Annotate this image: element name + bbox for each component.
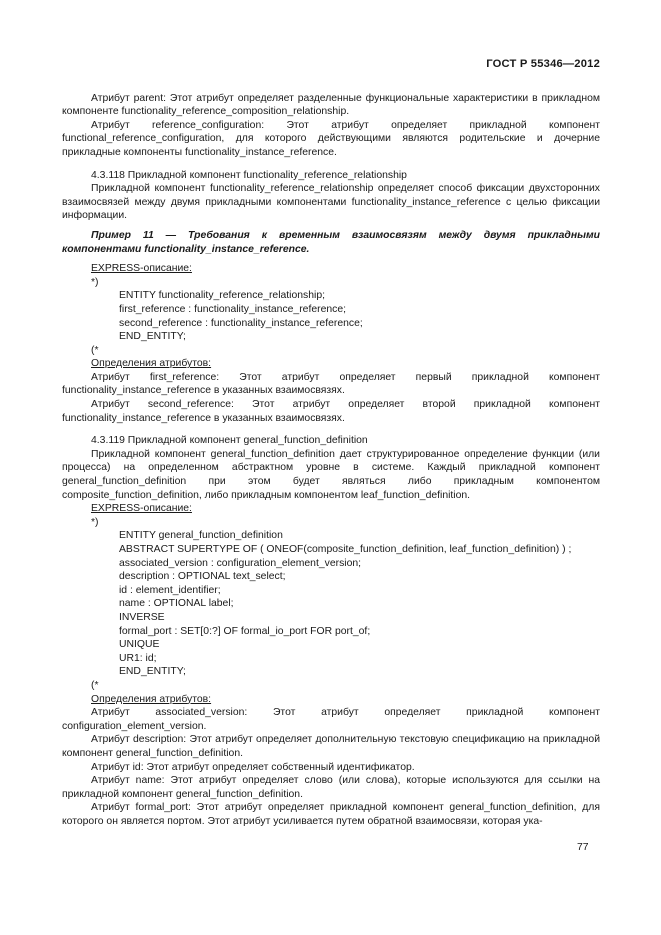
code-line: description : OPTIONAL text_select; [119, 571, 286, 583]
code-line: UR1: id; [119, 652, 157, 664]
code-line: INVERSE [119, 611, 165, 623]
attr-definition: Атрибут id: Этот атрибут определяет собственный идентификатор. [91, 761, 415, 773]
section-118-description: Прикладной компонент functionality_reference_relationship определяет способ фиксации двухсторонних взаимосвязей между двумя прикладными компонентами functionality_instance_reference с целью фиксации информации. [62, 183, 600, 222]
code-line: END_ENTITY; [119, 666, 186, 678]
code-line: id : element_identifier; [119, 584, 221, 596]
paragraph-parent-attr: Атрибут parent: Этот атрибут определяет разделенные функциональные характеристики в прикладном компоненте functionality_reference_composition_relationship. [62, 92, 600, 118]
code-line: associated_version : configuration_element_version; [119, 557, 362, 569]
code-line: ENTITY functionality_reference_relationship; [119, 290, 325, 302]
section-118-express-label: EXPRESS-описание: [91, 263, 192, 275]
section-119-description: Прикладной компонент general_function_definition дает структурированное определение функции (или процесса) на определенном абстрактном уровне в системе. Каждый прикладной компонент general_function_definition при этом будет являться либо прикладным компонентом composite_function_definition, либо прикладным компонентом leaf_function_definition. [62, 448, 600, 501]
attr-definition: Атрибут name: Этот атрибут определяет слово (или слова), которые используются для ссылки на прикладной компонент general_function_definition. [62, 775, 600, 800]
code-line: ABSTRACT SUPERTYPE OF ( ONEOF(composite_function_definition, leaf_function_definition) ) ; [119, 544, 572, 555]
section-118-example: Пример 11 — Требования к временным взаимосвязям между двумя прикладными компонентами functionality_instance_reference. [62, 229, 600, 255]
section-119-attr-label: Определения атрибутов: [91, 693, 212, 705]
code-line: name : OPTIONAL label; [119, 598, 234, 610]
attr-definition: Атрибут formal_port: Этот атрибут определяет прикладной компонент general_function_definition, для которого он является портом. Этот атрибут усиливается путем обратной взаимосвязи, которая ука- [62, 802, 600, 827]
document-page [62, 58, 600, 828]
code-line: formal_port : SET[0:?] OF formal_io_port FOR port_of; [119, 625, 371, 637]
paragraph-reference-configuration-attr: Атрибут reference_configuration: Этот атрибут определяет прикладной компонент functional_reference_configuration, для которого действующими являются родительские и дочерние прикладные компоненты functionality_instance_reference. [62, 119, 600, 158]
section-119-comment-close: (* [91, 679, 99, 691]
code-line: first_reference : functionality_instance_reference; [119, 303, 346, 315]
section-118-title: 4.3.118 Прикладной компонент functionality_reference_relationship [91, 169, 407, 181]
section-119-title: 4.3.119 Прикладной компонент general_function_definition [91, 435, 368, 447]
section-118-comment-close: (* [91, 344, 99, 356]
section-119-express-label: EXPRESS-описание: [91, 503, 192, 515]
attr-definition: Атрибут description: Этот атрибут определяет дополнительную текстовую спецификацию на прикладной компонент general_function_definition. [62, 734, 600, 759]
attr-definition: Атрибут first_reference: Этот атрибут определяет первый прикладной компонент functionality_instance_reference в указанных взаимосвязях. [62, 371, 600, 397]
code-line: END_ENTITY; [119, 331, 186, 343]
attr-definition: Атрибут second_reference: Этот атрибут определяет второй прикладной компонент functionality_instance_reference в указанных взаимосвязях. [62, 399, 600, 424]
code-line: ENTITY general_function_definition [119, 530, 283, 542]
section-118-comment-open: *) [91, 276, 99, 288]
code-line: second_reference : functionality_instance_reference; [119, 317, 363, 329]
section-118-attr-label: Определения атрибутов: [91, 358, 212, 370]
page-number: 77 [577, 842, 589, 853]
document-id-header: ГОСТ Р 55346—2012 [486, 58, 600, 70]
code-line: UNIQUE [119, 639, 160, 651]
attr-definition: Атрибут associated_version: Этот атрибут определяет прикладной компонент configuration_element_version. [62, 707, 600, 732]
section-119-comment-open: *) [91, 516, 99, 528]
